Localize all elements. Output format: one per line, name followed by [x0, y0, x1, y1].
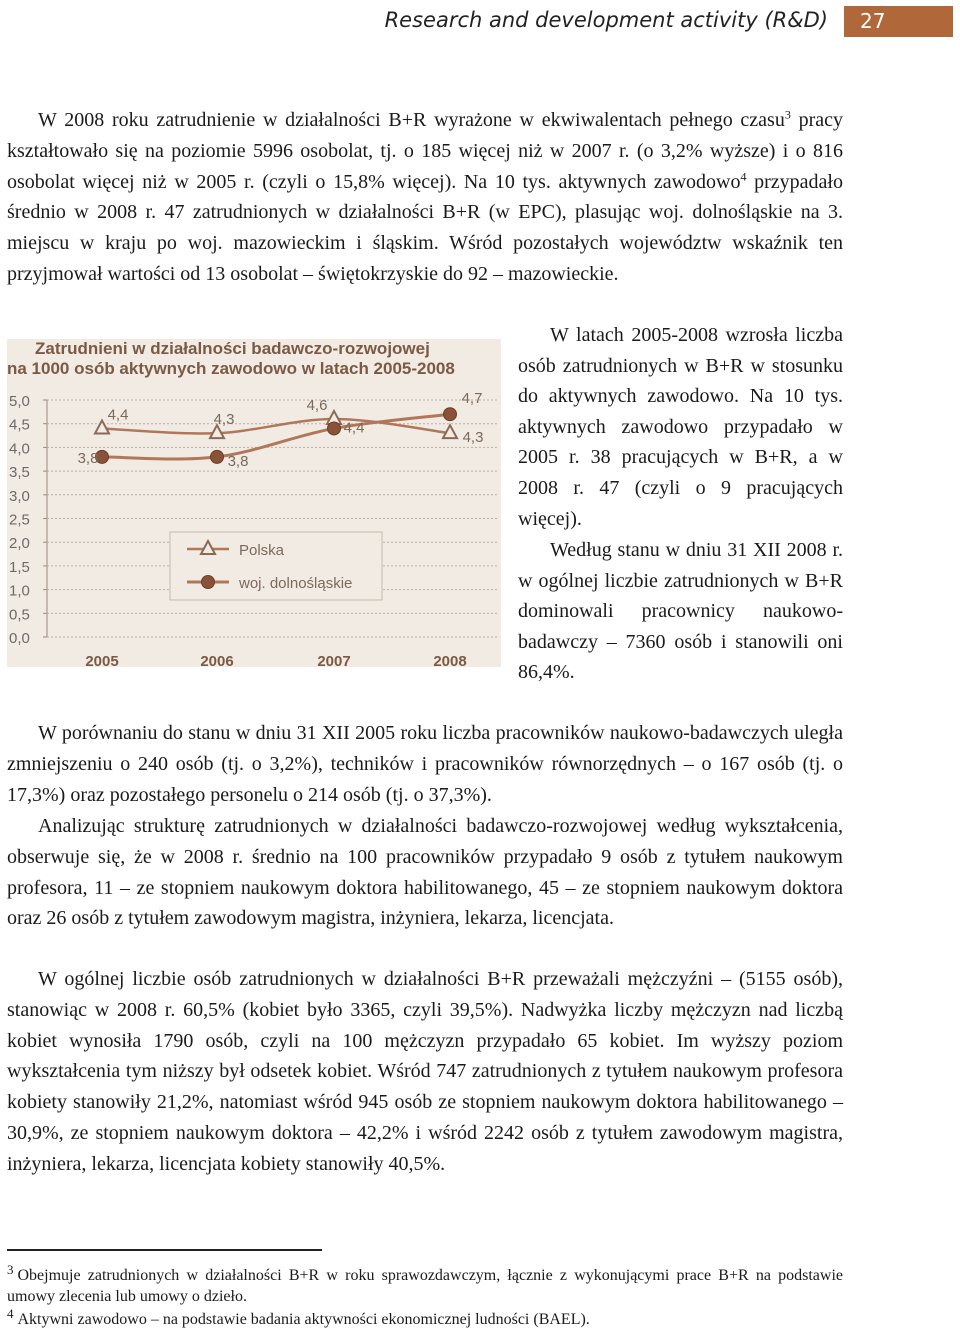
paragraph-education: Analizując strukturę zatrudnionych w działalności badawczo-rozwojowej według wykształcenia, obserwuje się, że w 2008 r. średnio na 100 pracowników przypadało 9 osób z tytułem naukowym profesora, 11 – ze stopniem naukowym doktora habilitowanego, 45 – ze stopniem naukowym doktora oraz 26 osób z tytułem zawodowym magistra, inżyniera, lekarza, licencjata. — [7, 815, 843, 930]
data-label: 4,4 — [343, 419, 365, 437]
series-line-dolnoslaskie — [102, 414, 450, 459]
y-tick-label: 3,0 — [9, 487, 30, 505]
header-title: Research and development activity (R&D) — [384, 8, 828, 32]
chart-title-line2: na 1000 osób aktywnych zawodowo w latach 2005-2008 — [7, 359, 455, 378]
footnote-divider — [7, 1249, 322, 1251]
footnote-4-number: 4 — [7, 1305, 14, 1321]
x-tick-label: 2005 — [85, 653, 119, 667]
legend-label-dolnoslaskie: woj. dolnośląskie — [239, 575, 353, 592]
footnote-ref-4[interactable]: 4 — [740, 168, 747, 183]
side-paragraph-trend: W latach 2005-2008 wzrosła liczba osób zatrudnionych w B+R w stosunku do aktywnych zawodowo. Na 10 tys. aktywnych zawodowo przypadało w 2005 r. 38 pracujących w B+R, a w 2008 r. 47 (czyli o 9 pracujących więcej). — [518, 324, 843, 530]
footnote-ref-3[interactable]: 3 — [784, 107, 791, 122]
paragraph-employment-2008 — [7, 105, 843, 290]
x-tick-label: 2007 — [317, 653, 351, 667]
footnote-3 — [7, 1261, 843, 1307]
data-label: 4,6 — [306, 396, 328, 414]
p1-text-c: przypadało średnio w 2008 r. 47 zatrudnionych w działalności B+R (w EPC), plasując woj. dolnośląskie na 3. miejscu w kraju po woj. mazowieckim i śląskim. Wśród pozostałych województw wskaźnik ten przyjmował wartości od 13 osobolat – świętokrzyskie do 92 – mazowieckie. — [7, 170, 843, 285]
footnote-4 — [7, 1305, 843, 1330]
footnote-3-number: 3 — [7, 1261, 14, 1277]
side-paragraph-structure: Według stanu w dniu 31 XII 2008 r. w ogólnej liczbie zatrudnionych w B+R dominowali pracownicy naukowo-badawczy – 7360 osób i stanowili oni 86,4%. — [518, 539, 843, 684]
paragraph-gender: W ogólnej liczbie osób zatrudnionych w działalności B+R przeważali mężczyźni – (5155 osób), stanowiąc w 2008 r. 60,5% (kobiet było 3365, czyli 39,5%). Nadwyżka liczby mężczyzn nad liczbą kobiet wynosiła 1790 osób, czyli na 100 mężczyzn przypadało 65 kobiet. Im wyższy poziom wykształcenia tym niższy był odsetek kobiet. Wśród 747 zatrudnionych z tytułem naukowym profesora kobiety stanowiły 21,2%, natomiast wśród 945 osób ze stopniem naukowym doktora habilitowanego – 30,9%, ze stopniem naukowym doktora – 42,2% i wśród 2242 osób z tytułem zawodowym magistra, inżyniera, lekarza, licencjata kobiety stanowiły 40,5%. — [7, 968, 843, 1175]
circle-icon — [202, 576, 215, 589]
data-label: 4,3 — [213, 411, 235, 429]
footnote-4-text: Aktywni zawodowo – na podstawie badania aktywności ekonomicznej ludności (BAEL). — [17, 1311, 590, 1328]
x-tick-label: 2006 — [200, 653, 234, 667]
data-label: 4,7 — [461, 390, 483, 408]
data-label: 4,3 — [462, 429, 484, 447]
p1-text-a: W 2008 roku zatrudnienie w działalności B+R wyrażone w ekwiwalentach pełnego czasu — [38, 109, 785, 131]
y-tick-label: 0,5 — [9, 606, 30, 624]
y-tick-label: 3,5 — [9, 464, 30, 482]
y-tick-label: 2,0 — [9, 535, 30, 553]
data-label: 4,4 — [107, 406, 129, 424]
p1-text-b: pracy kształtowało się na poziomie 5996 osobolat, tj. o 185 więcej niż w 2007 r. (o 3,2% wyższe) i o 816 osobolat więcej niż w 2005 r. (czyli o 15,8% więcej). Na 10 tys. aktywnych zawodowo — [7, 109, 843, 193]
data-label: 3,8 — [77, 449, 99, 467]
paragraph-comparison-2005: W porównaniu do stanu w dniu 31 XII 2005 roku liczba pracowników naukowo-badawczych uległa zmniejszeniu o 240 osób (tj. o 3,2%), techników i pracowników równorzędnych – o 167 osób (tj. o 17,3%) oraz pozostałego personelu o 214 osób (tj. o 37,3%). — [7, 722, 843, 806]
y-tick-label: 4,5 — [9, 416, 30, 434]
employment-chart — [7, 339, 501, 667]
legend-label-polska: Polska — [239, 542, 285, 559]
y-tick-label: 0,0 — [9, 630, 30, 647]
circle-icon — [444, 408, 457, 421]
page-number: 27 — [844, 6, 953, 37]
y-tick-label: 4,0 — [9, 440, 30, 458]
y-tick-label: 1,0 — [9, 582, 30, 600]
y-tick-label: 2,5 — [9, 511, 30, 529]
chart-title-line1: Zatrudnieni w działalności badawczo-rozwojowej — [35, 339, 430, 358]
footnote-3-text: Obejmuje zatrudnionych w działalności B+R w roku sprawozdawczym, łącznie z wykonującymi prace B+R na podstawie umowy zlecenia lub umowy o dzieło. — [7, 1267, 843, 1305]
y-tick-label: 5,0 — [9, 393, 30, 410]
chart-plot — [7, 339, 501, 667]
circle-icon — [211, 450, 224, 463]
x-tick-label: 2008 — [433, 653, 467, 667]
data-label: 3,8 — [227, 452, 249, 470]
circle-icon — [328, 422, 341, 435]
y-tick-label: 1,5 — [9, 558, 30, 576]
